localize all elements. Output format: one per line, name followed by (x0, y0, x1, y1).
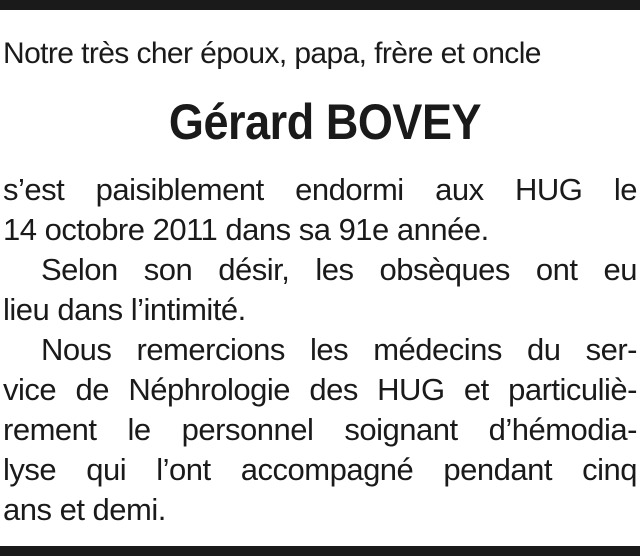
text-line: Nous remercions les médecins du ser- (41, 332, 637, 367)
text-line: rement le personnel soignant d’hémodia- (3, 412, 637, 447)
paragraph-funeral (3, 250, 637, 330)
text-line: ans et demi. (3, 492, 166, 527)
text-line: vice de Néphrologie des HUG et particuliè- (3, 372, 637, 407)
top-border-rule (0, 0, 640, 10)
text-line: lyse qui l’ont accompagné pendant cinq (3, 452, 637, 487)
text-line: Selon son désir, les obsèques ont eu (41, 252, 637, 287)
text-line: 14 octobre 2011 dans sa 91e année. (3, 212, 489, 247)
paragraph-passing (3, 170, 637, 250)
intro-line: Notre très cher époux, papa, frère et oncle (3, 37, 541, 70)
paragraph-thanks (3, 330, 637, 530)
text-line: lieu dans l’intimité. (3, 292, 246, 327)
notice-body (3, 170, 637, 530)
bottom-border-rule (0, 546, 640, 556)
deceased-name: Gérard BOVEY (168, 94, 482, 150)
text-line: s’est paisiblement endormi aux HUG le (3, 172, 637, 207)
